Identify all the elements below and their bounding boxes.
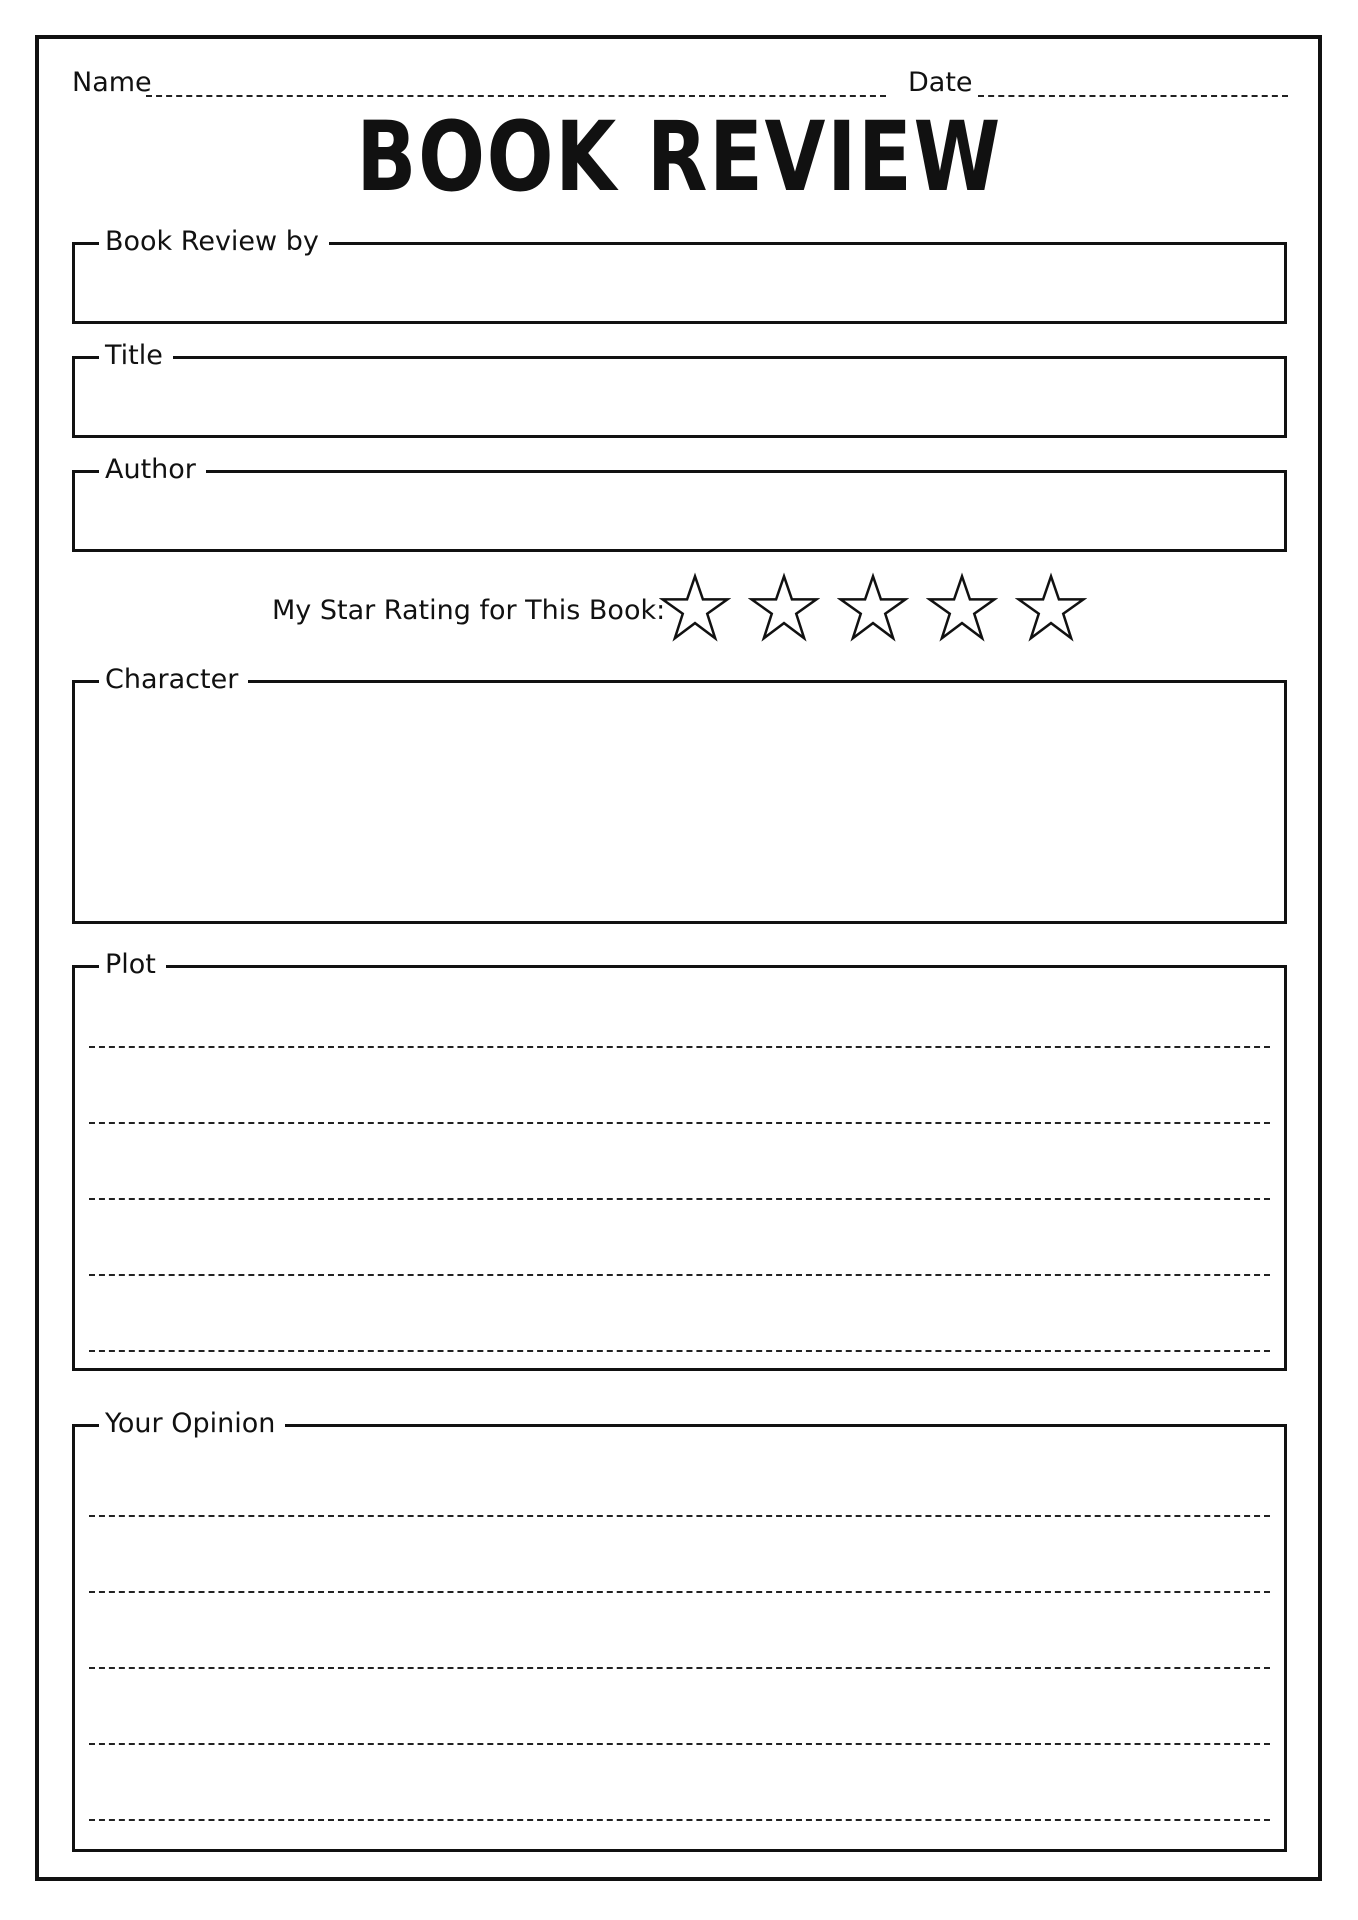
opinion-label: Your Opinion [99, 1405, 285, 1443]
review-by-label: Book Review by [99, 223, 329, 261]
star-icon-3[interactable] [837, 572, 909, 644]
star-icon-2[interactable] [748, 572, 820, 644]
opinion-writing-line[interactable] [89, 1515, 1270, 1517]
author-label: Author [99, 451, 206, 489]
title-box[interactable] [72, 340, 1287, 438]
star-icon-5[interactable] [1015, 572, 1087, 644]
date-field[interactable] [978, 95, 1288, 97]
page-title: BOOK REVIEW [356, 101, 1002, 213]
plot-writing-line[interactable] [89, 1350, 1270, 1352]
star-icon-4[interactable] [926, 572, 998, 644]
name-field[interactable] [146, 95, 886, 97]
plot-writing-line[interactable] [89, 1046, 1270, 1048]
opinion-writing-line[interactable] [89, 1591, 1270, 1593]
date-label: Date [908, 67, 973, 98]
name-label: Name [72, 67, 152, 98]
author-box[interactable] [72, 454, 1287, 552]
plot-label: Plot [99, 946, 166, 984]
opinion-writing-line[interactable] [89, 1819, 1270, 1821]
title-label: Title [99, 337, 173, 375]
opinion-writing-line[interactable] [89, 1743, 1270, 1745]
star-icon-1[interactable] [659, 572, 731, 644]
opinion-writing-line[interactable] [89, 1667, 1270, 1669]
rating-label: My Star Rating for This Book: [272, 595, 666, 626]
character-box[interactable] [72, 664, 1287, 924]
star-rating-row [0, 572, 1358, 652]
plot-writing-line[interactable] [89, 1198, 1270, 1200]
opinion-box[interactable] [72, 1408, 1287, 1852]
character-label: Character [99, 661, 248, 699]
plot-writing-line[interactable] [89, 1274, 1270, 1276]
review-by-box[interactable] [72, 226, 1287, 324]
plot-box[interactable] [72, 949, 1287, 1371]
plot-writing-line[interactable] [89, 1122, 1270, 1124]
